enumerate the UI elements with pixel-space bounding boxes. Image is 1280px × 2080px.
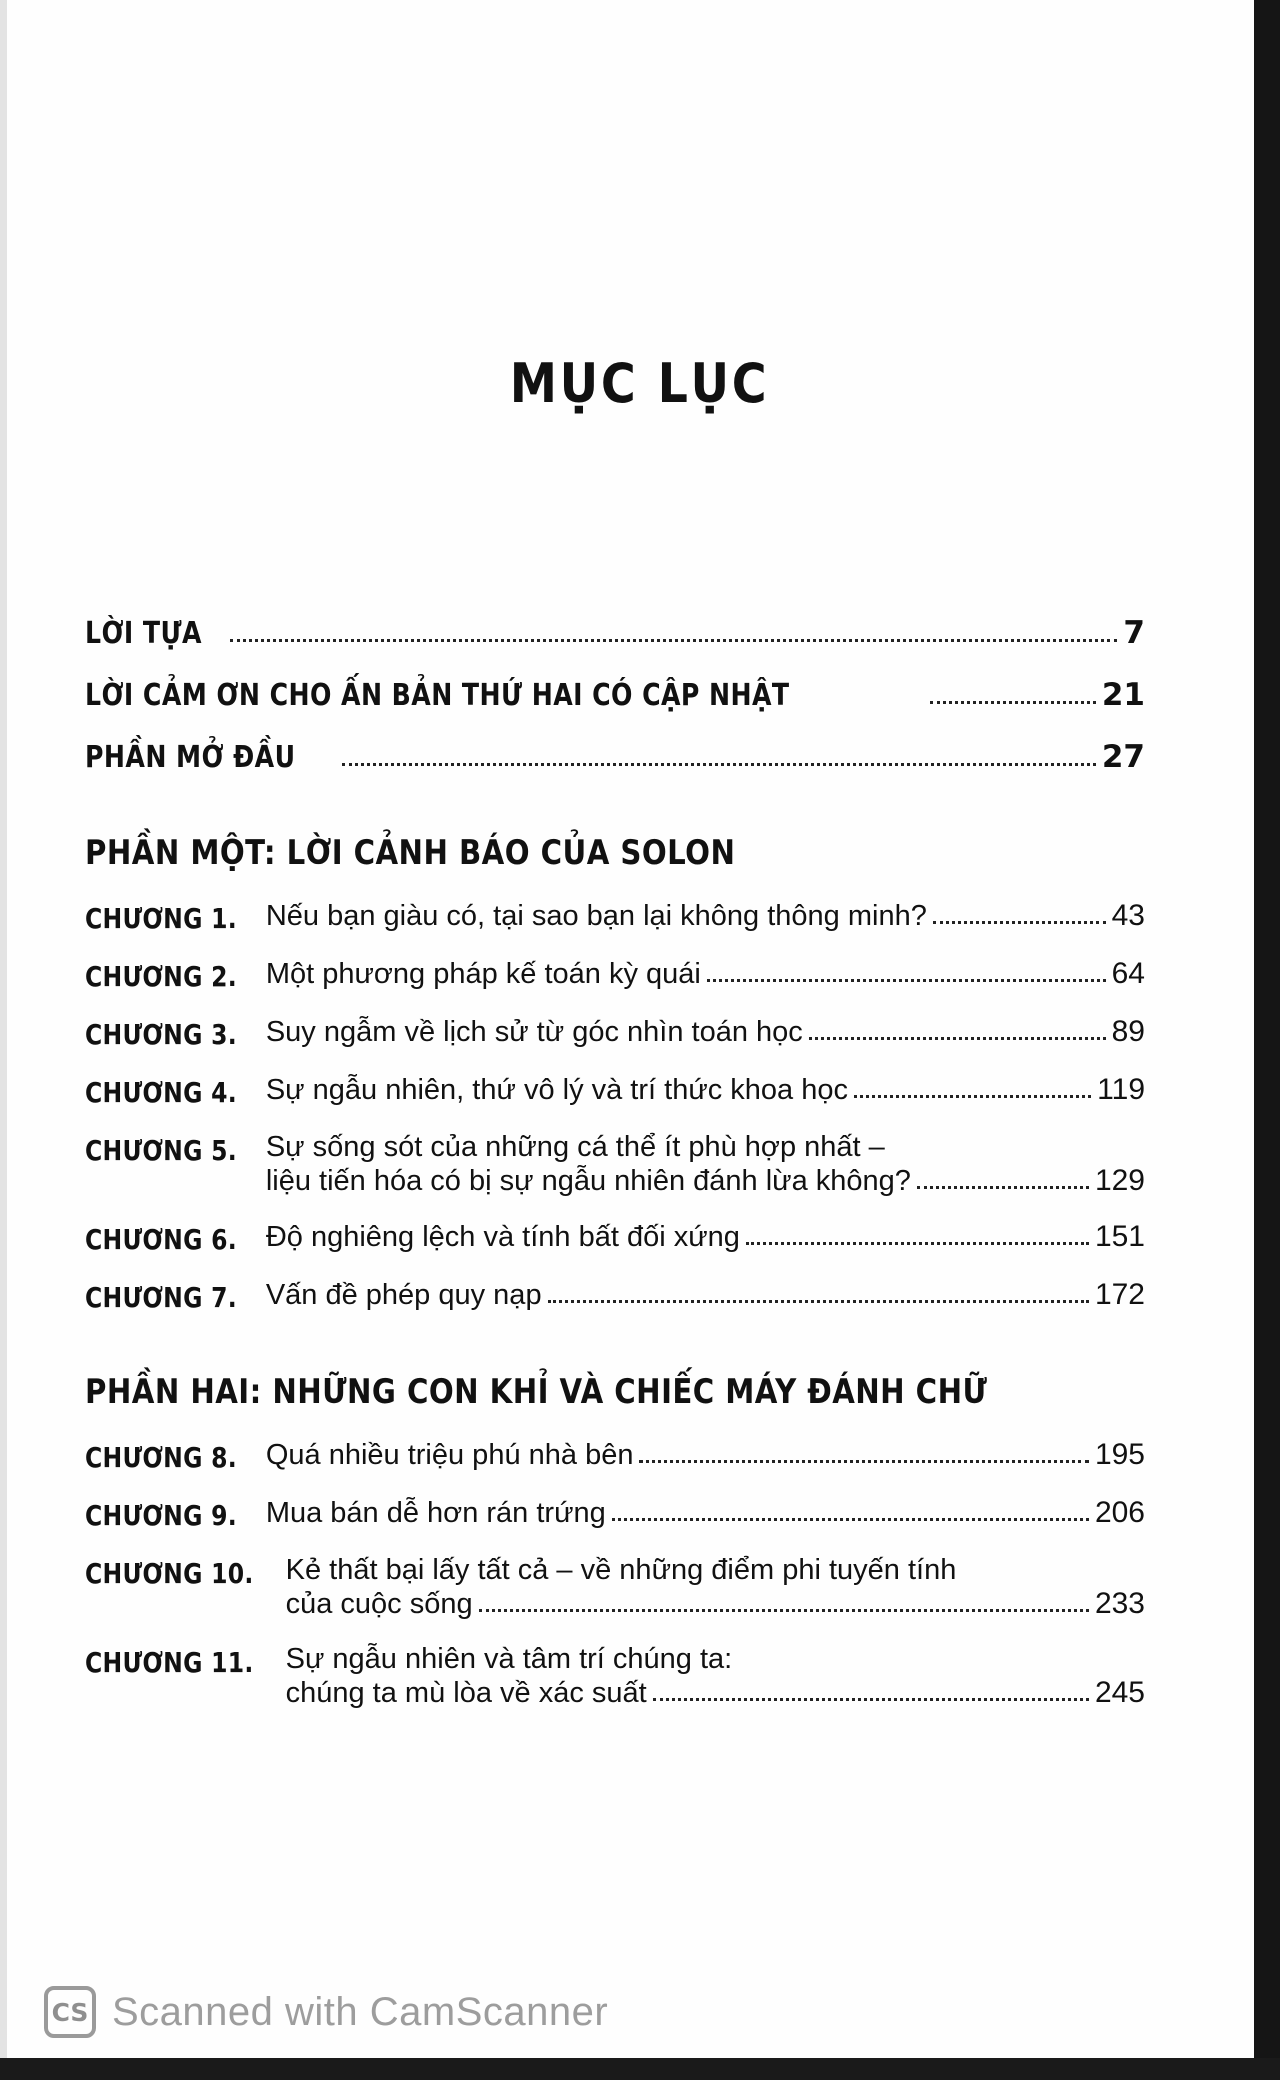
toc-chapter-11[interactable] [85,1643,1145,1710]
chapter-title: Nếu bạn giàu có, tại sao bạn lại không thông minh? [265,900,927,932]
toc-chapter-8[interactable] [85,1438,1145,1474]
toc-entry-loi-cam-on[interactable] [85,677,1145,713]
dot-leader [933,920,1106,924]
chapter-number: CHƯƠNG 3. [85,1018,237,1051]
chapter-title-line-2: của cuộc sống [285,1588,473,1620]
dot-leader [639,1459,1088,1463]
toc-chapter-5[interactable] [85,1131,1145,1198]
dot-leader [854,1094,1091,1098]
chapter-title-line-1: Kẻ thất bại lấy tất cả – về những điểm phi tuyến tính [285,1554,957,1586]
chapter-body [286,1554,1145,1621]
chapter-body [266,1220,1145,1254]
chapter-page: 172 [1094,1278,1145,1311]
chapter-page: 129 [1094,1164,1145,1197]
chapter-body [266,1496,1145,1530]
chapter-title-line-1: Sự ngẫu nhiên và tâm trí chúng ta: [285,1643,733,1675]
dot-leader [342,762,1096,766]
dot-leader [707,978,1106,982]
chapter-title-line-1: Sự sống sót của những cá thể ít phù hợp nhất – [265,1131,885,1163]
camscanner-logo-icon: CS [44,1986,96,2038]
chapter-number: CHƯƠNG 11. [85,1646,254,1679]
chapter-page: 195 [1094,1438,1145,1471]
chapter-body [266,1278,1145,1312]
toc-chapter-1[interactable] [85,899,1145,935]
camscanner-watermark [44,1986,608,2038]
chapter-body [266,1073,1145,1107]
chapter-title: Độ nghiêng lệch và tính bất đối xứng [265,1221,740,1253]
chapter-page: 43 [1111,899,1145,932]
chapter-number: CHƯƠNG 10. [85,1557,254,1590]
chapter-title: Suy ngẫm về lịch sử từ góc nhìn toán học [265,1016,803,1048]
chapter-number: CHƯƠNG 8. [85,1441,237,1474]
toc-chapter-2[interactable] [85,957,1145,993]
dot-leader [653,1697,1089,1701]
chapter-title: Mua bán dễ hơn rán trứng [265,1497,606,1529]
chapter-title: Một phương pháp kế toán kỳ quái [265,958,701,990]
chapter-body [266,1438,1145,1472]
toc-entry-label: LỜI CẢM ƠN CHO ẤN BẢN THỨ HAI CÓ CẬP NHẬT [85,678,790,713]
chapter-page: 89 [1111,1015,1145,1048]
chapter-page: 206 [1094,1496,1145,1529]
toc-chapter-9[interactable] [85,1496,1145,1532]
chapter-number: CHƯƠNG 2. [85,960,237,993]
camscanner-watermark-text: Scanned with CamScanner [112,1989,609,2034]
scan-edge-bottom [0,2058,1280,2080]
chapter-body [266,1131,1145,1198]
chapter-number: CHƯƠNG 9. [85,1499,237,1532]
toc-chapter-4[interactable] [85,1073,1145,1109]
chapter-number: CHƯƠNG 1. [85,902,237,935]
dot-leader [917,1185,1089,1189]
dot-leader [230,638,1117,642]
toc-entry-page: 27 [1101,739,1145,775]
chapter-title: Vấn đề phép quy nạp [265,1279,542,1311]
toc-chapter-10[interactable] [85,1554,1145,1621]
chapter-number: CHƯƠNG 7. [85,1281,237,1314]
chapter-title-line-2: chúng ta mù lòa về xác suất [285,1677,647,1709]
part-heading-two: PHẦN HAI: NHỮNG CON KHỈ VÀ CHIẾC MÁY ĐÁNH CHỮ [85,1372,988,1412]
chapter-title: Sự ngẫu nhiên, thứ vô lý và trí thức khoa học [265,1074,848,1106]
toc-entry-loi-tua[interactable] [85,615,1145,651]
chapter-page: 233 [1094,1587,1145,1620]
toc-entry-page: 7 [1123,615,1145,651]
chapter-number: CHƯƠNG 4. [85,1076,237,1109]
toc-entry-label: PHẦN MỞ ĐẦU [85,740,296,775]
toc-chapter-3[interactable] [85,1015,1145,1051]
dot-leader [612,1517,1089,1521]
chapter-number: CHƯƠNG 6. [85,1223,237,1256]
chapter-page: 151 [1094,1220,1145,1253]
part-heading-one: PHẦN MỘT: LỜI CẢNH BÁO CỦA SOLON [85,833,736,873]
dot-leader [479,1608,1089,1612]
scan-edge-right [1254,0,1280,2080]
toc-entry-label: LỜI TỰA [85,616,202,651]
toc-chapter-6[interactable] [85,1220,1145,1256]
page-title: MỤC LỤC [509,352,770,415]
chapter-body [266,957,1145,991]
chapter-page: 64 [1111,957,1145,990]
chapter-page: 119 [1097,1073,1145,1106]
toc-entries [85,615,1194,1710]
dot-leader [548,1299,1089,1303]
dot-leader [930,700,1096,704]
chapter-body [266,899,1145,933]
chapter-body [266,1015,1145,1049]
toc-chapter-7[interactable] [85,1278,1145,1314]
chapter-title: Quá nhiều triệu phú nhà bên [265,1439,634,1471]
chapter-body [286,1643,1145,1710]
chapter-number: CHƯƠNG 5. [85,1134,237,1167]
dot-leader [746,1241,1089,1245]
toc-entry-phan-mo-dau[interactable] [85,739,1145,775]
chapter-title-line-2: liệu tiến hóa có bị sự ngẫu nhiên đánh lừa không? [265,1165,911,1197]
toc-entry-page: 21 [1101,677,1145,713]
chapter-page: 245 [1094,1676,1145,1709]
dot-leader [809,1036,1106,1040]
